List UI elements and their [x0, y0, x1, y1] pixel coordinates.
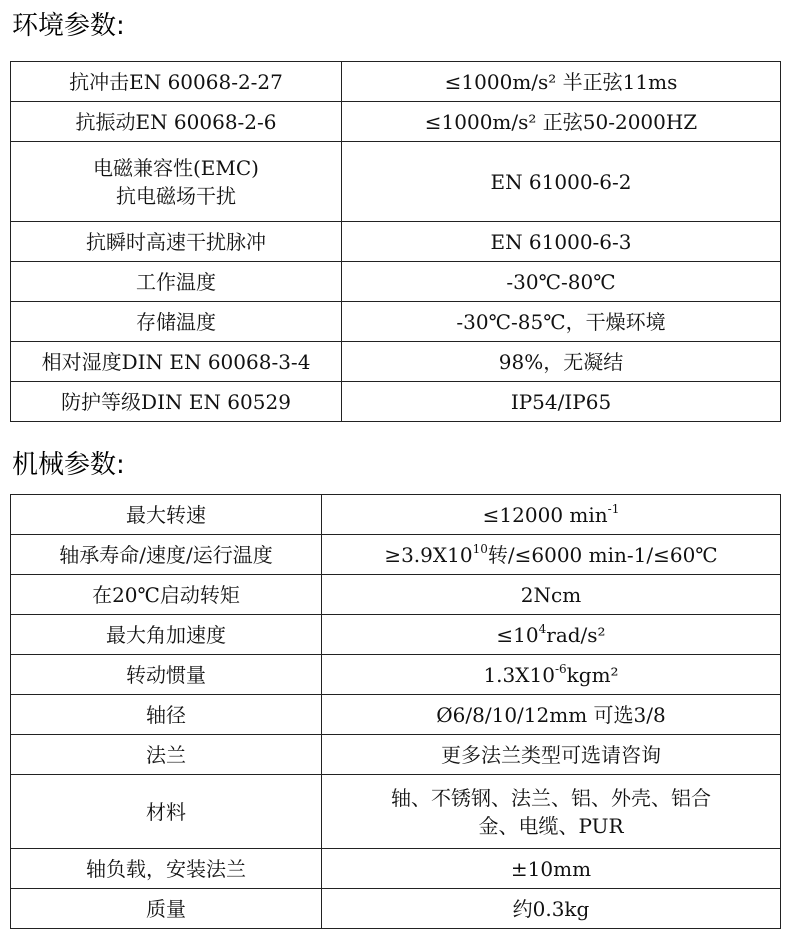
table-row — [11, 262, 781, 302]
param-name: 材料 — [11, 775, 322, 849]
table-row — [11, 302, 781, 342]
environment-params-table — [10, 61, 781, 422]
table-row — [11, 735, 781, 775]
mechanical-section-title: 机械参数: — [12, 450, 125, 480]
param-name: 最大转速 — [11, 495, 322, 535]
param-value — [322, 655, 781, 695]
value-text: rad/s² — [546, 622, 606, 647]
param-value: -30℃-80℃ — [342, 262, 781, 302]
param-name: 法兰 — [11, 735, 322, 775]
param-name-line: 抗电磁场干扰 — [116, 183, 236, 208]
param-name: 抗振动EN 60068-2-6 — [11, 102, 342, 142]
param-value — [322, 535, 781, 575]
param-value: Ø6/8/10/12mm 可选3/8 — [322, 695, 781, 735]
value-text: 转/≤6000 min-1/≤60℃ — [487, 542, 718, 567]
param-name — [11, 142, 342, 222]
table-row — [11, 495, 781, 535]
param-value: IP54/IP65 — [342, 382, 781, 422]
table-row — [11, 695, 781, 735]
param-name: 防护等级DIN EN 60529 — [11, 382, 342, 422]
param-value: ±10mm — [322, 849, 781, 889]
param-value: ≤1000m/s² 正弦50-2000HZ — [342, 102, 781, 142]
value-line: 金、电缆、PUR — [478, 813, 624, 838]
table-row — [11, 102, 781, 142]
table-row — [11, 142, 781, 222]
param-name: 工作温度 — [11, 262, 342, 302]
param-name: 轴负载，安装法兰 — [11, 849, 322, 889]
table-row — [11, 342, 781, 382]
table-row — [11, 775, 781, 849]
param-name: 存储温度 — [11, 302, 342, 342]
table-row — [11, 535, 781, 575]
param-value — [322, 615, 781, 655]
mechanical-params-table — [10, 494, 781, 929]
param-value: -30℃-85℃，干燥环境 — [342, 302, 781, 342]
value-text: ≤12000 min — [482, 502, 608, 527]
value-superscript: 10 — [472, 541, 488, 556]
value-line: 轴、不锈钢、法兰、铝、外壳、铝合 — [391, 785, 711, 810]
param-name: 转动惯量 — [11, 655, 322, 695]
param-name-line: 电磁兼容性(EMC) — [93, 155, 259, 180]
value-superscript: -1 — [607, 501, 620, 516]
value-text: 1.3X10 — [483, 662, 555, 687]
value-superscript: 4 — [538, 621, 547, 636]
table-row — [11, 222, 781, 262]
table-row — [11, 889, 781, 929]
param-name: 抗冲击EN 60068-2-27 — [11, 62, 342, 102]
table-row — [11, 655, 781, 695]
value-text: ≤10 — [496, 622, 539, 647]
param-name: 在20℃启动转矩 — [11, 575, 322, 615]
param-name: 轴承寿命/速度/运行温度 — [11, 535, 322, 575]
param-value: 约0.3kg — [322, 889, 781, 929]
param-name: 质量 — [11, 889, 322, 929]
table-row — [11, 849, 781, 889]
value-text: ≥3.9X10 — [384, 542, 473, 567]
param-value: 98%，无凝结 — [342, 342, 781, 382]
param-name: 相对湿度DIN EN 60068-3-4 — [11, 342, 342, 382]
table-row — [11, 575, 781, 615]
param-name: 最大角加速度 — [11, 615, 322, 655]
param-value — [322, 495, 781, 535]
param-name: 轴径 — [11, 695, 322, 735]
param-value — [322, 775, 781, 849]
table-row — [11, 62, 781, 102]
param-value: EN 61000-6-2 — [342, 142, 781, 222]
param-value: ≤1000m/s² 半正弦11ms — [342, 62, 781, 102]
param-name: 抗瞬时高速干扰脉冲 — [11, 222, 342, 262]
param-value: 2Ncm — [322, 575, 781, 615]
value-text: kgm² — [566, 662, 619, 687]
value-superscript: -6 — [554, 661, 567, 676]
table-row — [11, 615, 781, 655]
environment-section-title: 环境参数: — [12, 11, 125, 41]
table-row — [11, 382, 781, 422]
param-value: EN 61000-6-3 — [342, 222, 781, 262]
param-value: 更多法兰类型可选请咨询 — [322, 735, 781, 775]
